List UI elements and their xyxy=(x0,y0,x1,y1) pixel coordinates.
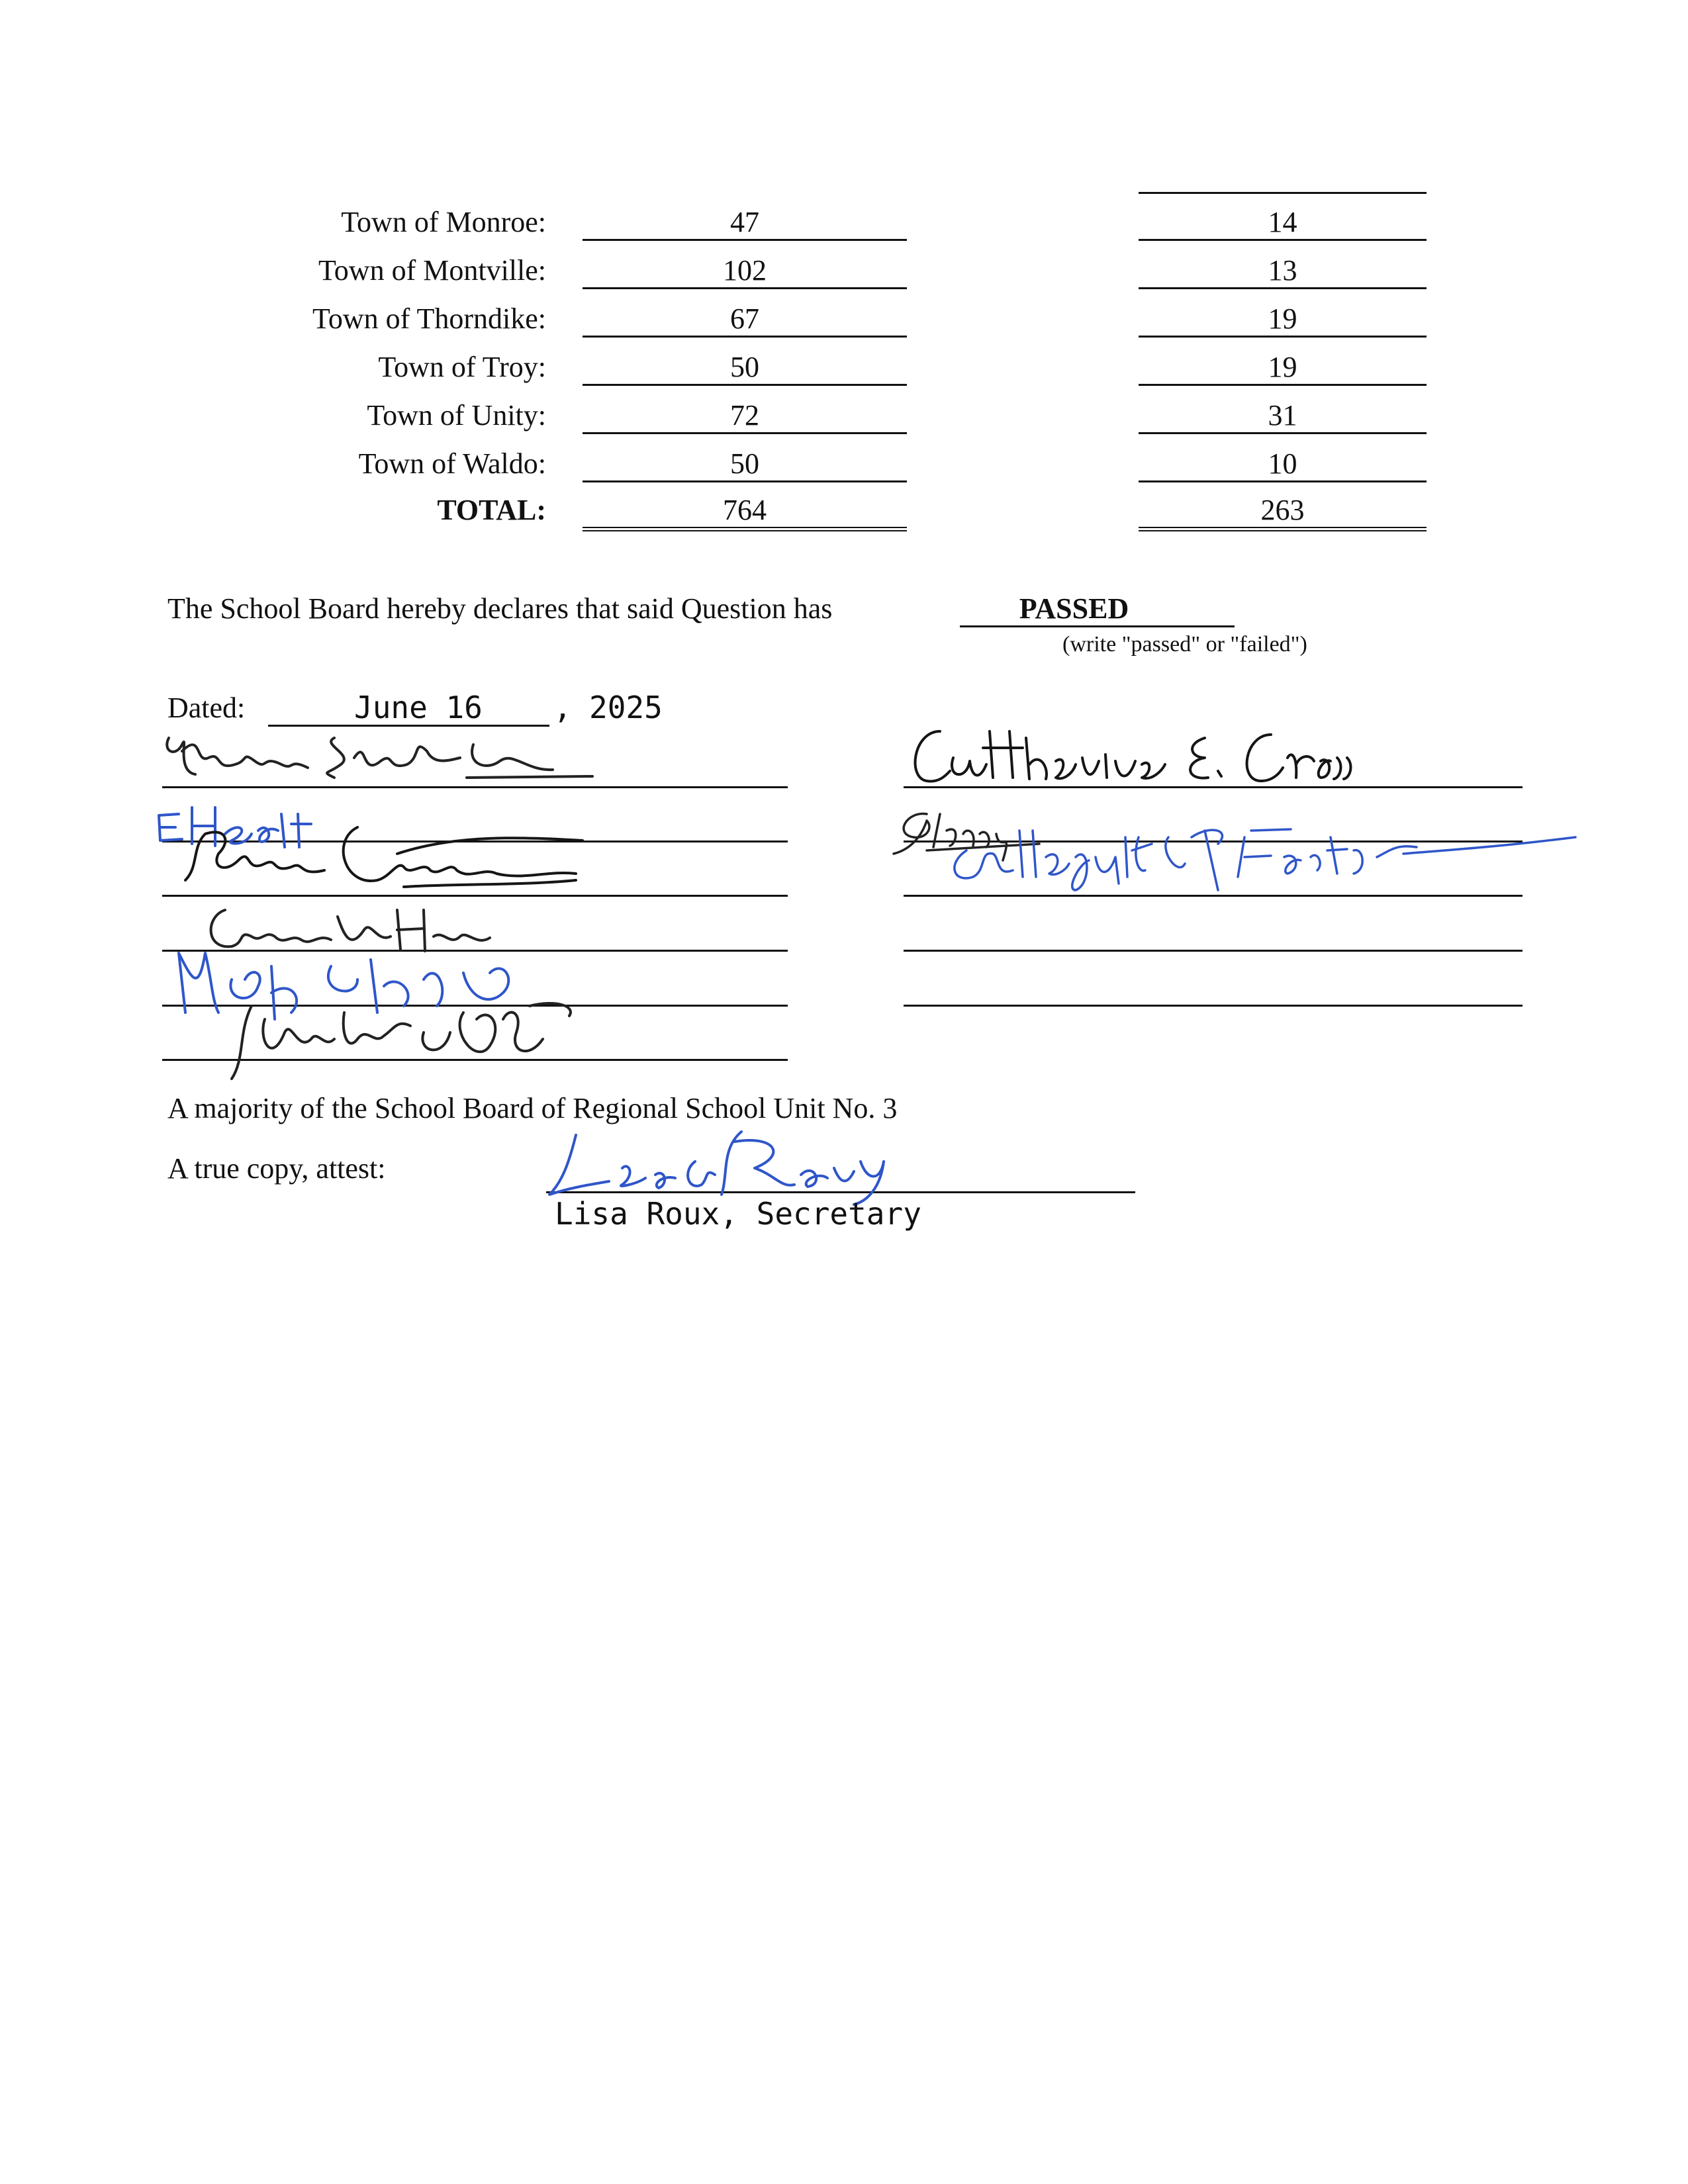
town-label-waldo: Town of Waldo: xyxy=(358,447,546,480)
yes-votes-montville: 102 xyxy=(583,252,907,289)
signature-line-right-5 xyxy=(904,1005,1523,1007)
signature-left-3 xyxy=(179,814,655,893)
yes-votes-monroe: 47 xyxy=(583,204,907,241)
no-votes-troy: 19 xyxy=(1139,349,1427,386)
declaration-hint: (write "passed" or "failed") xyxy=(1062,632,1307,657)
town-label-monroe: Town of Monroe: xyxy=(341,206,546,238)
no-votes-monroe: 14 xyxy=(1139,204,1427,241)
total-label: TOTAL: xyxy=(437,494,546,526)
signature-right-1 xyxy=(900,718,1364,791)
no-votes-montville: 13 xyxy=(1139,252,1427,289)
signature-right-3 xyxy=(940,811,1589,897)
table-top-rule xyxy=(1139,192,1427,194)
yes-votes-waldo: 50 xyxy=(583,445,907,482)
town-label-unity: Town of Unity: xyxy=(367,399,546,432)
attest-name: Lisa Roux, Secretary xyxy=(555,1196,921,1232)
dated-comma: , xyxy=(553,690,572,725)
declaration-text: The School Board hereby declares that said Question has xyxy=(167,592,833,625)
no-votes-total: 263 xyxy=(1139,492,1427,531)
majority-text: A majority of the School Board of Regional School Unit No. 3 xyxy=(167,1092,898,1124)
signature-line-right-4 xyxy=(904,950,1523,952)
yes-votes-thorndike: 67 xyxy=(583,300,907,338)
town-label-thorndike: Town of Thorndike: xyxy=(312,302,546,335)
yes-votes-troy: 50 xyxy=(583,349,907,386)
attest-label: A true copy, attest: xyxy=(167,1152,386,1185)
yes-votes-unity: 72 xyxy=(583,397,907,434)
no-votes-unity: 31 xyxy=(1139,397,1427,434)
declaration-result: PASSED xyxy=(960,590,1235,627)
dated-year: 2025 xyxy=(589,690,663,725)
signature-left-1 xyxy=(156,725,619,791)
signature-left-6 xyxy=(212,993,583,1085)
yes-votes-total: 764 xyxy=(583,492,907,531)
dated-label: Dated: xyxy=(167,692,246,724)
no-votes-thorndike: 19 xyxy=(1139,300,1427,338)
town-label-troy: Town of Troy: xyxy=(378,351,546,383)
town-label-montville: Town of Montville: xyxy=(318,254,546,287)
no-votes-waldo: 10 xyxy=(1139,445,1427,482)
dated-date: June 16 xyxy=(268,688,549,727)
